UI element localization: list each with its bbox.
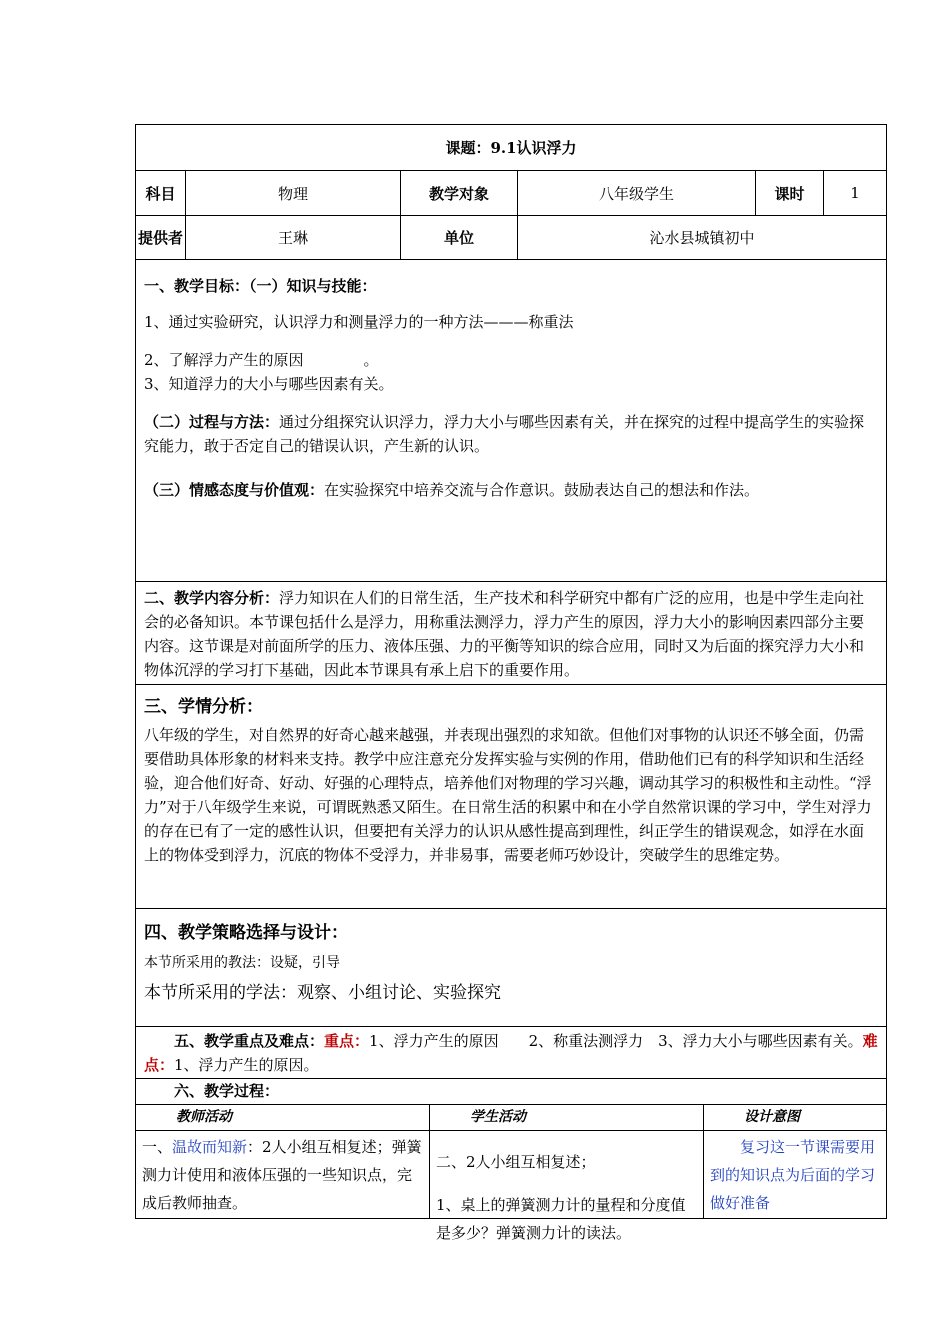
lesson-plan bbox=[135, 124, 887, 1242]
col-student: 学生活动 bbox=[430, 1105, 704, 1130]
design-intent: 复习这一节课需要用到的知识点为后面的学习做好准备 bbox=[710, 1138, 876, 1212]
subject-value: 物理 bbox=[186, 171, 401, 215]
goals-heading: 一、教学目标：（一）知识与技能： bbox=[144, 277, 377, 295]
unit-value: 沁水县城镇初中 bbox=[649, 229, 755, 247]
goal-emotion bbox=[144, 478, 878, 502]
process-header-row bbox=[135, 1105, 887, 1131]
content-text: 浮力知识在人们的日常生活，生产技术和科学研究中都有广泛的应用，也是中学生走向社会的必备知识。本节课包括什么是浮力，用称重法测浮力，浮力产生的原因，浮力大小的影响因素四部分主要内容。这节课是对前面所学的压力、液体压强、力的平衡等知识的综合应用，同时又为后面的探究浮力大小和物体沉浮的学习打下基础，因此本节课具有承上启下的重要作用。 bbox=[144, 589, 865, 679]
hours-label: 课时 bbox=[756, 171, 824, 215]
review-highlight: 温故而知新 bbox=[172, 1138, 248, 1156]
goal-item-2: 2、了解浮力产生的原因 。 bbox=[144, 351, 379, 369]
goals-section bbox=[135, 260, 887, 582]
difficulty-label: 难点： bbox=[144, 1032, 878, 1074]
col-teacher: 教师活动 bbox=[136, 1105, 430, 1130]
info-row-2 bbox=[135, 216, 887, 260]
lesson-title: 课题：9.1认识浮力 bbox=[135, 124, 887, 171]
student-activity: 二、2人小组互相复述； 1、桌上的弹簧测力计的量程和分度值是多少？弹簧测力计的读法。 bbox=[430, 1131, 704, 1218]
students-heading: 三、学情分析： bbox=[144, 697, 263, 717]
process-heading: 六、教学过程： bbox=[135, 1079, 887, 1105]
students-text: 八年级的学生，对自然界的好奇心越来越强，并表现出强烈的求知欲。但他们对事物的认识还不够全面，仍需要借助具体形象的材料来支持。教学中应注意充分发挥实验与实例的作用，借助他们已有的科学知识和生活经验，迎合他们好奇、好动、好强的心理特点，培养他们对物理的学习兴趣，调动其学习的积极性和主动性。“浮力”对于八年级学生来说，可谓既熟悉又陌生。在日常生活的积累中和在小学自然常识课的学习中，学生对浮力的存在已有了一定的感性认识，但要把有关浮力的认识从感性提高到理性，纠正学生的错误观念，如浮在水面上的物体受到浮力，沉底的物体不受浮力，并非易事，需要老师巧妙设计，突破学生的思维定势。 bbox=[144, 726, 872, 864]
content-section bbox=[135, 582, 887, 685]
content-label: 二、教学内容分析： bbox=[144, 589, 280, 607]
hours-value: 1 bbox=[850, 184, 860, 202]
process-row-1 bbox=[135, 1131, 887, 1242]
provider-value: 王琳 bbox=[186, 216, 401, 259]
key-heading: 五、教学重点及难点： bbox=[174, 1032, 325, 1050]
provider-label: 提供者 bbox=[136, 216, 186, 259]
goal-process bbox=[144, 410, 878, 458]
strategy-teach: 本节所采用的教法：设疑，引导 bbox=[144, 955, 340, 971]
emotion-text: 在实验探究中培养交流与合作意识。鼓励表达自己的想法和作法。 bbox=[324, 481, 760, 499]
col-intent: 设计意图 bbox=[744, 1109, 800, 1125]
strategy-learn: 本节所采用的学法：观察、小组讨论、实验探究 bbox=[144, 983, 501, 1003]
unit-label: 单位 bbox=[401, 216, 518, 259]
subject-label: 科目 bbox=[136, 171, 186, 215]
strategy-section bbox=[135, 909, 887, 1027]
target-value: 八年级学生 bbox=[518, 171, 756, 215]
key-point-label: 重点： bbox=[324, 1032, 370, 1050]
key-section bbox=[135, 1027, 887, 1079]
info-row-1 bbox=[135, 171, 887, 216]
students-section bbox=[135, 685, 887, 909]
process-text: 通过分组探究认识浮力，浮力大小与哪些因素有关，并在探究的过程中提高学生的实验探究能力，敢于否定自己的错误认识，产生新的认识。 bbox=[144, 413, 865, 455]
difficulty-text: 1、浮力产生的原因。 bbox=[174, 1056, 319, 1074]
goal-item-1: 1、通过实验研究，认识浮力和测量浮力的一种方法———称重法 bbox=[144, 313, 574, 331]
emotion-label: （三）情感态度与价值观： bbox=[144, 481, 325, 499]
key-point-text: 1、浮力产生的原因 2、称重法测浮力 3、浮力大小与哪些因素有关。 bbox=[369, 1032, 863, 1050]
goal-item-3: 3、知道浮力的大小与哪些因素有关。 bbox=[144, 375, 394, 393]
strategy-heading: 四、教学策略选择与设计： bbox=[144, 923, 348, 943]
teacher-activity: 一、温故而知新：2人小组互相复述；弹簧测力计使用和液体压强的一些知识点，完成后教师抽查。 bbox=[136, 1131, 430, 1218]
target-label: 教学对象 bbox=[401, 171, 518, 215]
process-label: （二）过程与方法： bbox=[144, 413, 280, 431]
